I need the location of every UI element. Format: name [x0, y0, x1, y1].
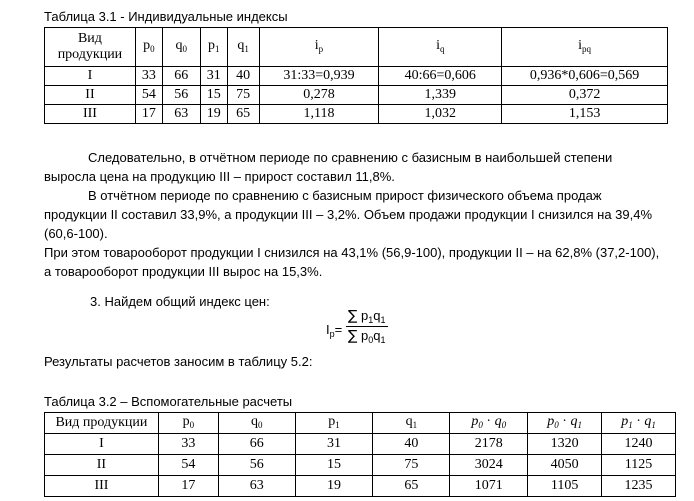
- table-cell: 1,032: [379, 105, 502, 124]
- table-cell: 66: [162, 67, 200, 86]
- formula-lhs: $I_p=$: [326, 322, 343, 339]
- header-product: Вид продукции: [45, 413, 159, 434]
- table-cell: 31:33=0,939: [259, 67, 379, 86]
- table-cell: 1,339: [379, 86, 502, 105]
- table-cell: 4050: [528, 455, 602, 476]
- table-cell: 15: [200, 86, 227, 105]
- header-q1: $q_1$: [373, 413, 450, 434]
- table1-caption: Таблица 3.1 - Индивидуальные индексы: [44, 9, 288, 24]
- table-cell: 65: [227, 105, 259, 124]
- table-cell: 54: [158, 455, 218, 476]
- table-cell: 17: [158, 476, 218, 497]
- formula-numerator: ∑ $p_1q_1$: [348, 308, 386, 325]
- table-cell: 63: [218, 476, 295, 497]
- table-cell: 56: [218, 455, 295, 476]
- table2-caption: Таблица 3.2 – Вспомогательные расчеты: [44, 394, 293, 409]
- table-cell: 0,936*0,606=0,569: [502, 67, 668, 86]
- table-cell: 40: [373, 434, 450, 455]
- table-header-row: [45, 28, 668, 67]
- table-cell: 33: [135, 67, 162, 86]
- table-row: [45, 434, 676, 455]
- header-q1: $q_1$: [227, 28, 259, 67]
- table-cell: 1125: [602, 455, 676, 476]
- table-cell: 2178: [450, 434, 528, 455]
- table-cell: 17: [135, 105, 162, 124]
- header-iq: $i_q$: [379, 28, 502, 67]
- table-cell: 56: [162, 86, 200, 105]
- table-cell: 0,278: [259, 86, 379, 105]
- table-header-row: [45, 413, 676, 434]
- header-ip: $i_p$: [259, 28, 379, 67]
- table-cell: 1240: [602, 434, 676, 455]
- table-cell: 63: [162, 105, 200, 124]
- table-row: [45, 476, 676, 497]
- table-cell: 65: [373, 476, 450, 497]
- table-cell: 1071: [450, 476, 528, 497]
- header-q0: $q_0$: [218, 413, 295, 434]
- table-cell: 1,118: [259, 105, 379, 124]
- table-row: [45, 455, 676, 476]
- table-cell: 75: [373, 455, 450, 476]
- table-cell: I: [45, 67, 136, 86]
- table-cell: 19: [295, 476, 373, 497]
- table-cell: 1320: [528, 434, 602, 455]
- table-cell: 40:66=0,606: [379, 67, 502, 86]
- table-cell: 1105: [528, 476, 602, 497]
- table-cell: 75: [227, 86, 259, 105]
- table-cell: 66: [218, 434, 295, 455]
- formula-fraction: [346, 308, 388, 345]
- table-cell: III: [45, 105, 136, 124]
- table-individual-indices: [44, 27, 668, 124]
- table-cell: II: [45, 455, 159, 476]
- table-auxiliary-calculations: [44, 412, 676, 497]
- header-p0: $p_0$: [135, 28, 162, 67]
- paragraph-step-3: 3. Найдем общий индекс цен:: [90, 294, 270, 309]
- table-cell: 33: [158, 434, 218, 455]
- table-row: [45, 86, 668, 105]
- table-cell: 54: [135, 86, 162, 105]
- header-p1q1: $p_1 \cdot q_1$: [602, 413, 676, 434]
- table-cell: 19: [200, 105, 227, 124]
- header-p1: $p_1$: [295, 413, 373, 434]
- table-cell: III: [45, 476, 159, 497]
- header-p1: $p_1$: [200, 28, 227, 67]
- table-cell: 15: [295, 455, 373, 476]
- table-cell: 3024: [450, 455, 528, 476]
- table-cell: II: [45, 86, 136, 105]
- paragraph-turnover-change: При этом товарооборот продукции I снизился на 43,1% (56,9-100), продукции II – на 62,8% (37,2-100), а товарооборот продукции III вырос на 15,3%.: [44, 245, 660, 279]
- table-cell: 40: [227, 67, 259, 86]
- paragraph-results-note: Результаты расчетов заносим в таблицу 5.2:: [44, 354, 313, 369]
- table-cell: 1235: [602, 476, 676, 497]
- header-p0: $p_0$: [158, 413, 218, 434]
- paragraph-volume-change: В отчётном периоде по сравнению с базисным прирост физического объема продаж продукции II составил 33,9%, а продукции III – 3,2%. Объем продажи продукции I снизился на 39,4% (60,6-100).: [44, 188, 653, 241]
- table-cell: 31: [200, 67, 227, 86]
- table-cell: 31: [295, 434, 373, 455]
- header-product: Вид продукции: [45, 28, 136, 67]
- header-p0q0: $p_0 \cdot q_0$: [450, 413, 528, 434]
- paragraph-price-growth: Следовательно, в отчётном периоде по сравнению с базисным в наибольшей степени выросла цена на продукцию III – прирост составил 11,8%.: [44, 150, 613, 184]
- table-cell: 1,153: [502, 105, 668, 124]
- table-cell: I: [45, 434, 159, 455]
- table-row: [45, 67, 668, 86]
- table-row: [45, 105, 668, 124]
- header-ipq: $i_{pq}$: [502, 28, 668, 67]
- header-q0: $q_0$: [162, 28, 200, 67]
- header-p0q1: $p_0 \cdot q_1$: [528, 413, 602, 434]
- table-cell: 0,372: [502, 86, 668, 105]
- formula-denominator: ∑ $p_0q_1$: [348, 328, 386, 345]
